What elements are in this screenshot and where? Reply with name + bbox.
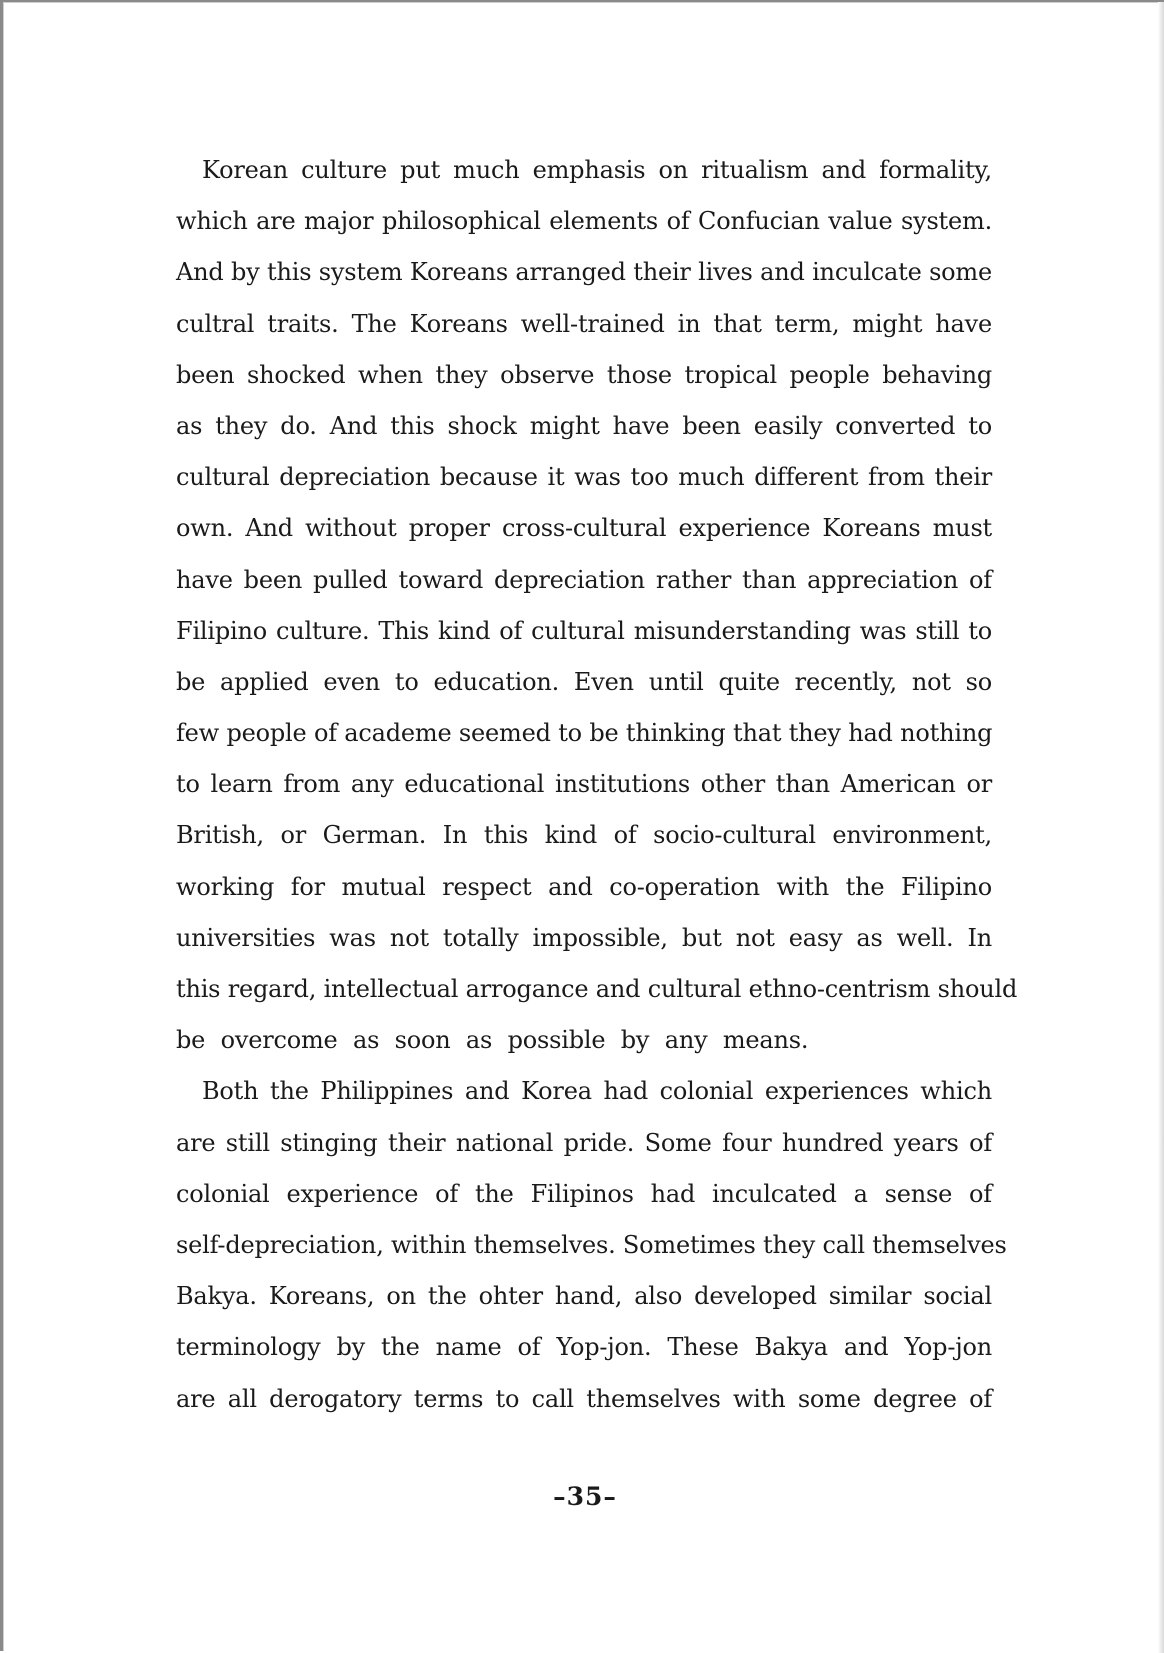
text-line: as they do. And this shock might have been easily converted to	[176, 411, 992, 440]
page-edge-shadow	[1158, 2, 1164, 1653]
text-line: British, or German. In this kind of socio-cultural environment,	[176, 821, 992, 850]
text-line: Filipino culture. This kind of cultural misunderstanding was still to	[176, 616, 992, 645]
text-line: own. And without proper cross-cultural experience Koreans must	[176, 514, 992, 543]
text-line: few people of academe seemed to be thinking that they had nothing	[176, 719, 993, 748]
text-line: which are major philosophical elements of Confucian value system.	[176, 207, 992, 236]
text-line: have been pulled toward depreciation rather than appreciation of	[176, 565, 992, 594]
text-line: Korean culture put much emphasis on ritualism and formality,	[202, 156, 992, 184]
text-line: be overcome as soon as possible by any means.	[176, 1026, 809, 1055]
text-line: Both the Philippines and Korea had colonial experiences which	[202, 1077, 992, 1106]
text-line: been shocked when they observe those tropical people behaving	[176, 360, 992, 389]
text-line: are all derogatory terms to call themselves with some degree of	[176, 1384, 992, 1413]
text-line: this regard, intellectual arrogance and cultural ethno-centrism should	[176, 975, 1018, 1003]
text-line: be applied even to education. Even until quite recently, not so	[176, 667, 992, 696]
text-line: are still stinging their national pride. Some four hundred years of	[176, 1128, 992, 1157]
text-line: universities was not totally impossible, but not easy as well. In	[176, 923, 992, 952]
text-line: to learn from any educational institutions other than American or	[176, 770, 992, 799]
text-line: colonial experience of the Filipinos had inculcated a sense of	[176, 1179, 992, 1208]
page-number: –35–	[553, 1482, 617, 1511]
text-line: cultral traits. The Koreans well-trained in that term, might have	[176, 309, 992, 338]
text-line: Bakya. Koreans, on the ohter hand, also developed similar social	[176, 1282, 992, 1311]
paragraph-1	[176, 145, 1018, 1066]
text-line: self-depreciation, within themselves. Sometimes they call themselves	[176, 1230, 1007, 1259]
text-line: terminology by the name of Yop-jon. These Bakya and Yop-jon	[176, 1333, 992, 1362]
text-line: And by this system Koreans arranged their lives and inculcate some	[176, 258, 992, 287]
paragraph-2	[176, 1066, 1007, 1424]
body-text	[176, 145, 1018, 1425]
text-line: working for mutual respect and co-operation with the Filipino	[176, 872, 992, 901]
text-line: cultural depreciation because it was too much different from their	[176, 463, 992, 492]
